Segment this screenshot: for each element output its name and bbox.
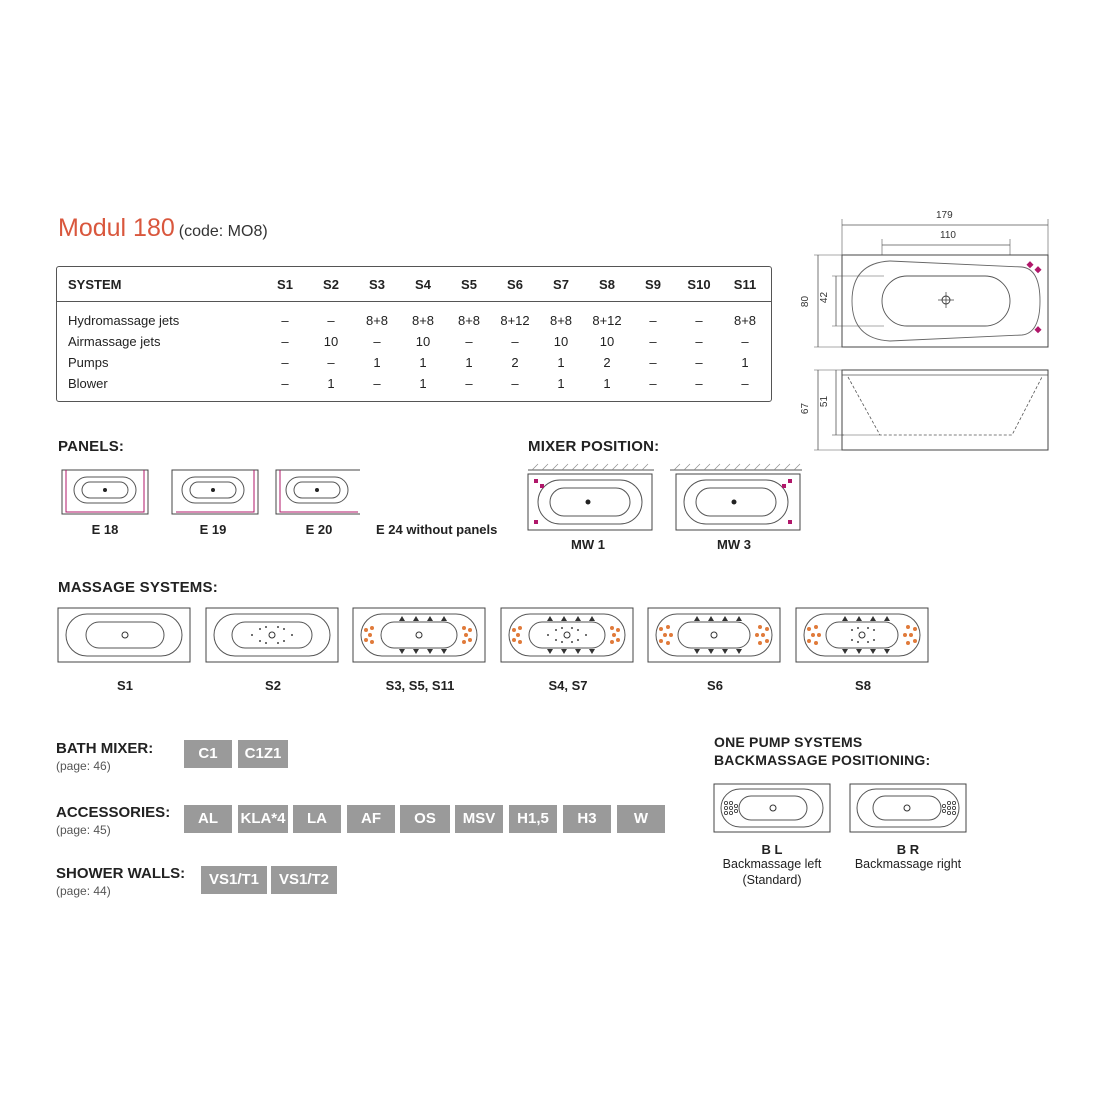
spec-cell: – — [695, 376, 703, 391]
header-s10: S10 — [687, 277, 711, 292]
spec-cell: – — [741, 376, 749, 391]
backmassage-right-label: Backmassage right — [854, 857, 962, 871]
spec-row-label: Blower — [68, 376, 108, 391]
header-s6: S6 — [507, 277, 523, 292]
side-view-outline — [842, 370, 1048, 450]
massage-s3-s5-s11 — [353, 608, 485, 662]
spec-cell: 10 — [553, 334, 569, 349]
mixer-heading: MIXER POSITION: — [528, 438, 660, 455]
chip-h15[interactable]: H1,5 — [509, 805, 557, 833]
spec-cell: 8+8 — [457, 313, 481, 328]
spec-cell: 1 — [741, 355, 749, 370]
spec-cell: – — [281, 334, 289, 349]
spec-cell: 1 — [327, 376, 335, 391]
dimension-drawing — [800, 205, 1060, 465]
spec-cell: 2 — [603, 355, 611, 370]
spec-cell: – — [649, 355, 657, 370]
spec-cell: 8+8 — [365, 313, 389, 328]
header-s5: S5 — [461, 277, 477, 292]
spec-cell: 8+8 — [411, 313, 435, 328]
spec-row-label: Hydromassage jets — [68, 313, 180, 328]
header-s9: S9 — [645, 277, 661, 292]
chip-kla4[interactable]: KLA*4 — [238, 805, 288, 833]
spec-cell: – — [649, 334, 657, 349]
backmassage-left — [714, 784, 830, 832]
backmassage-right — [850, 784, 966, 832]
backmassage-left-label: Backmassage left — [722, 857, 822, 871]
spec-cell: – — [695, 334, 703, 349]
bath-mixer-page: (page: 46) — [56, 759, 111, 773]
chip-c1[interactable]: C1 — [184, 740, 232, 768]
spec-cell: 10 — [599, 334, 615, 349]
spec-cell: – — [281, 313, 289, 328]
massage-diagrams — [56, 606, 936, 666]
spec-cell: – — [741, 334, 749, 349]
massage-label-s4-s7: S4, S7 — [548, 678, 588, 693]
spec-cell: 1 — [603, 376, 611, 391]
chip-os[interactable]: OS — [400, 805, 450, 833]
bath-mixer-heading: BATH MIXER: — [56, 740, 154, 757]
mixer-label-mw3: MW 3 — [717, 537, 751, 552]
spec-row-label: Airmassage jets — [68, 334, 161, 349]
backmassage-right-code: B R — [896, 842, 920, 857]
spec-cell: – — [649, 376, 657, 391]
spec-cell: – — [649, 313, 657, 328]
chip-al[interactable]: AL — [184, 805, 232, 833]
spec-cell: 8+12 — [592, 313, 622, 328]
header-s1: S1 — [277, 277, 293, 292]
massage-heading: MASSAGE SYSTEMS: — [58, 579, 218, 596]
chip-h3[interactable]: H3 — [563, 805, 611, 833]
spec-cell: 1 — [373, 355, 381, 370]
shower-walls-heading: SHOWER WALLS: — [56, 865, 186, 882]
spec-cell: – — [695, 313, 703, 328]
panel-diagrams — [60, 468, 360, 520]
accessories-heading: ACCESSORIES: — [56, 804, 171, 821]
chip-w[interactable]: W — [617, 805, 665, 833]
panel-label-e24: E 24 without panels — [376, 522, 498, 537]
spec-cell: 1 — [557, 355, 565, 370]
massage-s4-s7 — [501, 608, 633, 662]
shower-walls-page: (page: 44) — [56, 884, 111, 898]
mixer-diagrams — [526, 462, 806, 534]
spec-cell: – — [327, 355, 335, 370]
massage-label-s6: S6 — [707, 678, 723, 693]
spec-row-label: Pumps — [68, 355, 109, 370]
chip-vs1-t1[interactable]: VS1/T1 — [201, 866, 267, 894]
spec-cell: 1 — [557, 376, 565, 391]
product-name: Modul 180 — [58, 214, 175, 242]
spec-cell: 10 — [415, 334, 431, 349]
massage-label-s8: S8 — [855, 678, 871, 693]
spec-cell: 8+12 — [500, 313, 530, 328]
header-s3: S3 — [369, 277, 385, 292]
dim-width: 80 — [800, 295, 812, 308]
spec-cell: 8+8 — [549, 313, 573, 328]
mixer-mw3-tub — [676, 474, 800, 530]
spec-cell: 8+8 — [733, 313, 757, 328]
header-s2: S2 — [323, 277, 339, 292]
spec-cell: – — [511, 376, 519, 391]
backmassage-heading-2: BACKMASSAGE POSITIONING: — [714, 752, 931, 768]
spec-cell: – — [281, 355, 289, 370]
dim-depth: 51 — [819, 395, 831, 408]
dim-inner-length: 110 — [940, 230, 956, 241]
spec-cell: – — [465, 334, 473, 349]
dim-inner-width: 42 — [819, 291, 831, 304]
mixer-label-mw1: MW 1 — [571, 537, 605, 552]
spec-cell: – — [511, 334, 519, 349]
panel-label-e20: E 20 — [305, 522, 333, 537]
massage-s8 — [796, 608, 928, 662]
spec-cell: 1 — [419, 355, 427, 370]
backmassage-diagrams — [712, 782, 968, 836]
spec-table — [56, 266, 772, 402]
chip-c1z1[interactable]: C1Z1 — [238, 740, 288, 768]
spec-cell: 10 — [323, 334, 339, 349]
backmassage-left-note: (Standard) — [742, 873, 802, 887]
spec-cell: 1 — [419, 376, 427, 391]
page-title — [58, 214, 268, 243]
header-s8: S8 — [599, 277, 615, 292]
massage-label-s1: S1 — [117, 678, 133, 693]
spec-cell: – — [281, 376, 289, 391]
massage-s6 — [648, 608, 780, 662]
panel-label-e19: E 19 — [199, 522, 227, 537]
accessories-page: (page: 45) — [56, 823, 111, 837]
panels-heading: PANELS: — [58, 438, 125, 455]
spec-cell: 2 — [511, 355, 519, 370]
chip-msv[interactable]: MSV — [455, 805, 503, 833]
product-code: (code: MO8) — [178, 223, 268, 240]
spec-cell: 1 — [465, 355, 473, 370]
massage-s2 — [206, 608, 338, 662]
massage-label-s2: S2 — [265, 678, 281, 693]
spec-cell: – — [373, 334, 381, 349]
chip-la[interactable]: LA — [293, 805, 341, 833]
spec-cell: – — [465, 376, 473, 391]
backmassage-left-code: B L — [761, 842, 783, 857]
top-view-outline — [842, 255, 1048, 347]
spec-cell: – — [327, 313, 335, 328]
panel-label-e18: E 18 — [91, 522, 119, 537]
header-s7: S7 — [553, 277, 569, 292]
header-system: SYSTEM — [68, 277, 122, 292]
header-s11: S11 — [733, 277, 757, 292]
header-s4: S4 — [415, 277, 431, 292]
dim-height: 67 — [800, 402, 812, 415]
massage-label-s3-s5-s11: S3, S5, S11 — [385, 678, 455, 693]
spec-cell: – — [373, 376, 381, 391]
spec-cell: – — [695, 355, 703, 370]
chip-af[interactable]: AF — [347, 805, 395, 833]
backmassage-heading-1: ONE PUMP SYSTEMS — [714, 734, 863, 750]
massage-s1 — [58, 608, 190, 662]
dim-length: 179 — [936, 210, 953, 221]
spec-table-header — [57, 267, 771, 302]
chip-vs1-t2[interactable]: VS1/T2 — [271, 866, 337, 894]
